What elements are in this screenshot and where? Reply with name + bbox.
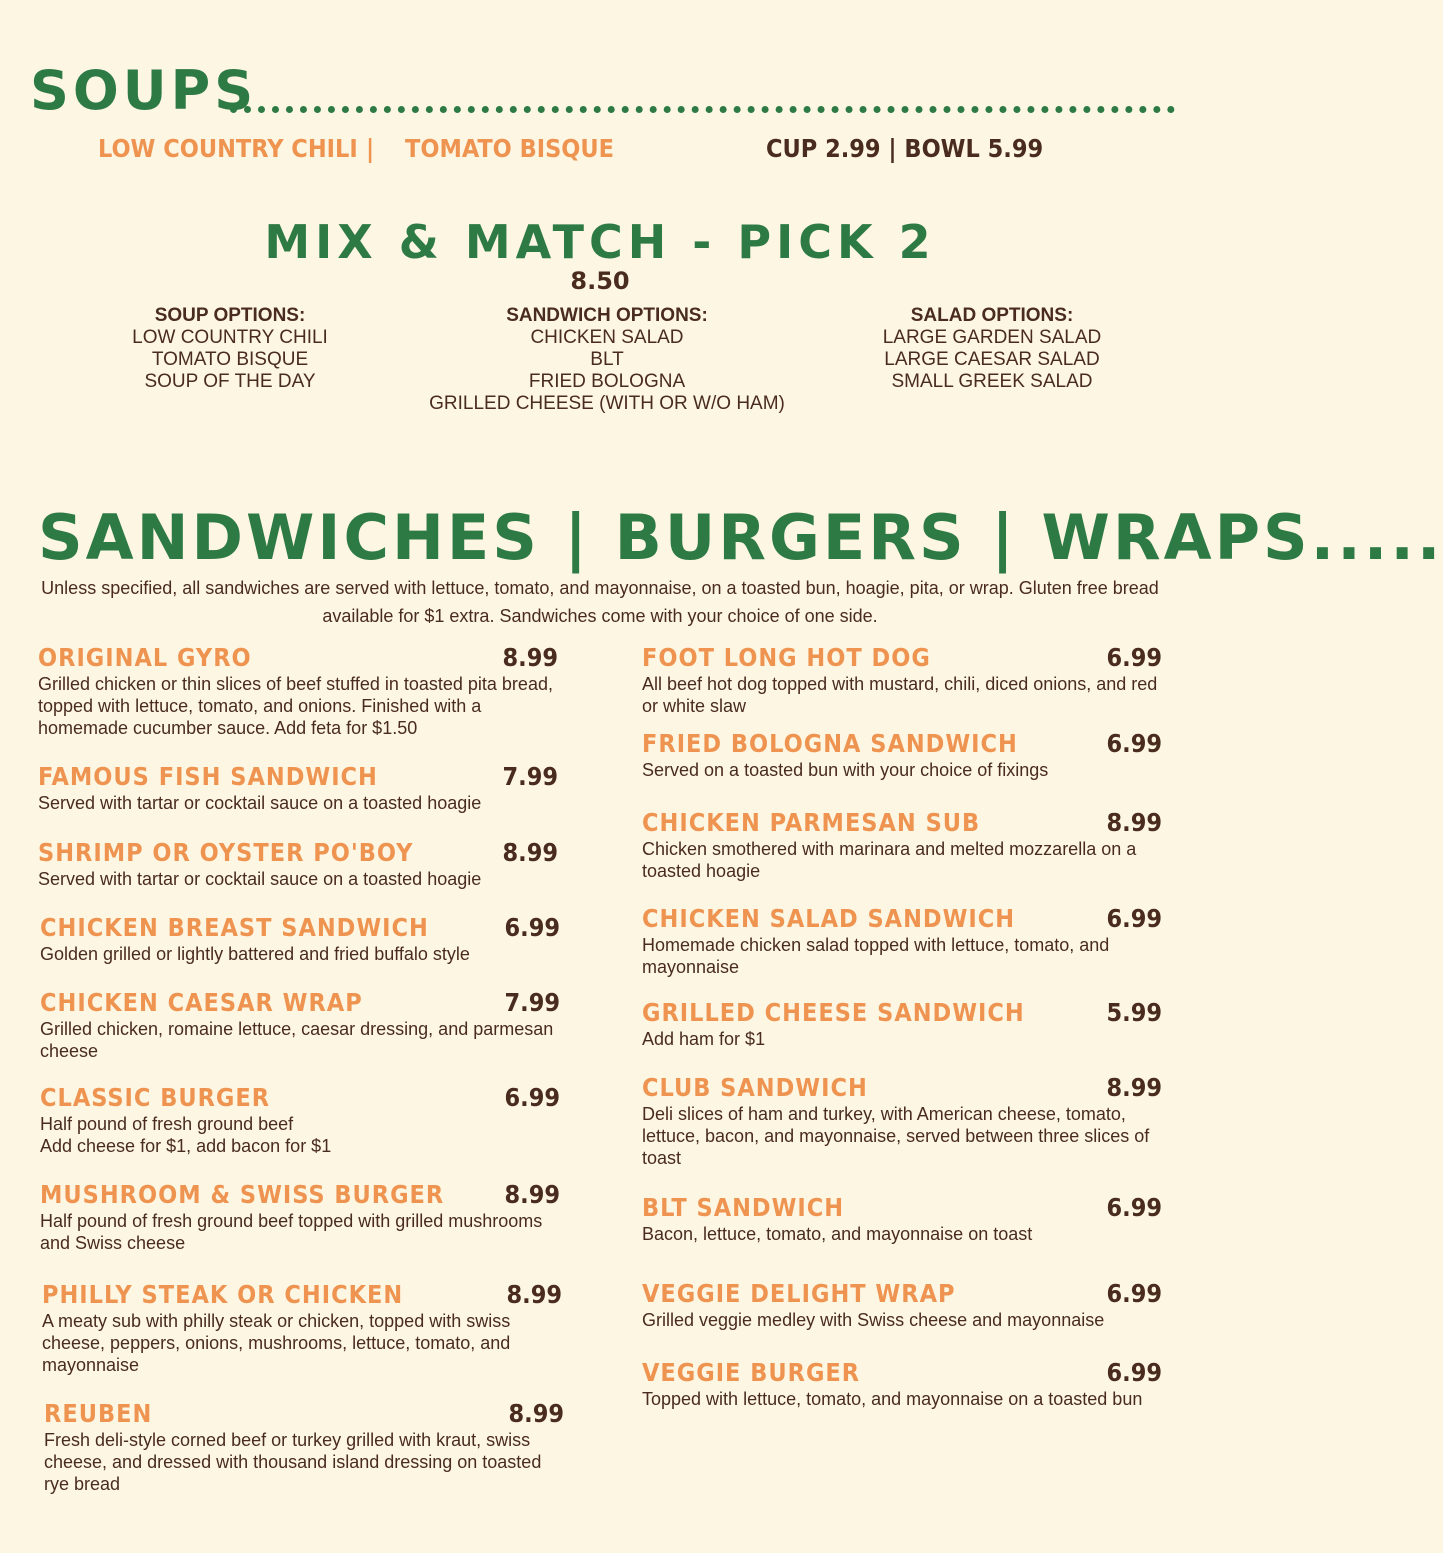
item-name: FAMOUS FISH SANDWICH [38, 762, 378, 791]
item-name: MUSHROOM & SWISS BURGER [40, 1180, 445, 1209]
item-price: 6.99 [1106, 1193, 1162, 1222]
item-price: 8.99 [502, 838, 558, 867]
sandwich-options [407, 305, 807, 415]
item-description: A meaty sub with philly steak or chicken, topped with swiss cheese, peppers, onions, mushrooms, lettuce, tomato, and mayonnaise [42, 1311, 511, 1375]
soup-separator: | [366, 134, 375, 163]
item-price: 7.99 [504, 988, 560, 1017]
item-name: CHICKEN CAESAR WRAP [40, 988, 363, 1017]
item-description: Homemade chicken salad topped with lettuce, tomato, and mayonnaise [642, 935, 1110, 977]
item-price: 7.99 [502, 762, 558, 791]
dotted-leader [230, 106, 1175, 113]
soup-prices: CUP 2.99 | BOWL 5.99 [766, 134, 1044, 163]
item-name: REUBEN [44, 1399, 153, 1428]
item-description: Grilled chicken, romaine lettuce, caesar dressing, and parmesan cheese [40, 1019, 554, 1061]
item-description: Served on a toasted bun with your choice of fixings [642, 760, 1049, 780]
option-item: GRILLED CHEESE (WITH OR W/O HAM) [429, 393, 785, 414]
item-description: Golden grilled or lightly battered and fried buffalo style [40, 944, 470, 964]
soups-header [30, 60, 1175, 122]
item-name: FRIED BOLOGNA SANDWICH [642, 729, 1018, 758]
mix-match-title: MIX & MATCH - PICK 2 [264, 215, 936, 269]
item-name: VEGGIE DELIGHT WRAP [642, 1279, 956, 1308]
item-name: VEGGIE BURGER [642, 1358, 861, 1387]
salad-options [862, 305, 1122, 393]
soup-options-heading: SOUP OPTIONS: [154, 305, 306, 326]
soup-options [100, 305, 360, 393]
item-price: 5.99 [1106, 998, 1162, 1027]
soup-item-tomato-bisque: TOMATO BISQUE [405, 134, 615, 163]
item-name: CHICKEN PARMESAN SUB [642, 808, 981, 837]
item-description: All beef hot dog topped with mustard, chili, diced onions, and red or white slaw [642, 674, 1158, 716]
item-price: 8.99 [502, 643, 558, 672]
option-item: FRIED BOLOGNA [528, 371, 686, 392]
option-item: LARGE CAESAR SALAD [884, 349, 1100, 370]
item-name: SHRIMP OR OYSTER PO'BOY [38, 838, 414, 867]
item-price: 8.99 [508, 1399, 564, 1428]
sandwich-options-heading: SANDWICH OPTIONS: [506, 305, 708, 326]
item-price: 8.99 [1106, 808, 1162, 837]
item-price: 8.99 [1106, 1073, 1162, 1102]
item-price: 8.99 [506, 1280, 562, 1309]
item-name: CHICKEN BREAST SANDWICH [40, 913, 429, 942]
option-item: SMALL GREEK SALAD [891, 371, 1093, 392]
item-description: Grilled chicken or thin slices of beef stuffed in toasted pita bread, topped with lettuce, tomato, and onions. Finished with a homemade cucumber sauce. Add feta for $1.50 [38, 674, 553, 738]
item-description: Deli slices of ham and turkey, with American cheese, tomato, lettuce, bacon, and mayonnaise, served between three slices of toast [642, 1104, 1150, 1168]
soups-title: SOUPS [30, 59, 258, 122]
mix-match-price: 8.50 [570, 267, 630, 295]
salad-options-heading: SALAD OPTIONS: [910, 305, 1074, 326]
option-item: BLT [590, 349, 624, 370]
item-name: CLUB SANDWICH [642, 1073, 868, 1102]
item-description: Bacon, lettuce, tomato, and mayonnaise on toast [642, 1224, 1033, 1244]
item-description: Served with tartar or cocktail sauce on a toasted hoagie [38, 869, 482, 889]
item-name: GRILLED CHEESE SANDWICH [642, 998, 1025, 1027]
item-price: 6.99 [504, 913, 560, 942]
item-price: 6.99 [1106, 643, 1162, 672]
item-name: BLT SANDWICH [642, 1193, 845, 1222]
item-name: CLASSIC BURGER [40, 1083, 271, 1112]
option-item: LOW COUNTRY CHILI [132, 327, 328, 348]
item-price: 6.99 [1106, 729, 1162, 758]
item-price: 6.99 [1106, 1358, 1162, 1387]
sandwiches-title: SANDWICHES | BURGERS | WRAPS..... [38, 501, 1443, 574]
item-description: Served with tartar or cocktail sauce on a toasted hoagie [38, 793, 482, 813]
item-description: Fresh deli-style corned beef or turkey grilled with kraut, swiss cheese, and dressed with thousand island dressing on toasted rye bread [44, 1430, 542, 1494]
item-description: Add ham for $1 [642, 1029, 766, 1049]
option-item: CHICKEN SALAD [530, 327, 684, 348]
option-item: LARGE GARDEN SALAD [882, 327, 1102, 348]
item-name: CHICKEN SALAD SANDWICH [642, 904, 1016, 933]
option-item: TOMATO BISQUE [151, 349, 309, 370]
soup-item-low-country-chili: LOW COUNTRY CHILI [98, 134, 358, 163]
item-name: FOOT LONG HOT DOG [642, 643, 931, 672]
item-description: Chicken smothered with marinara and melted mozzarella on a toasted hoagie [642, 839, 1137, 881]
item-price: 6.99 [1106, 1279, 1162, 1308]
item-price: 8.99 [504, 1180, 560, 1209]
item-description: Half pound of fresh ground beef topped with grilled mushrooms and Swiss cheese [40, 1211, 543, 1253]
item-name: ORIGINAL GYRO [38, 643, 252, 672]
option-item: SOUP OF THE DAY [144, 371, 316, 392]
item-description: Half pound of fresh ground beef Add cheese for $1, add bacon for $1 [40, 1114, 332, 1156]
item-price: 6.99 [504, 1083, 560, 1112]
item-description: Grilled veggie medley with Swiss cheese and mayonnaise [642, 1310, 1105, 1330]
item-name: PHILLY STEAK OR CHICKEN [42, 1280, 404, 1309]
sandwiches-intro: Unless specified, all sandwiches are served with lettuce, tomato, and mayonnaise, on a toasted bun, hoagie, pita, or wrap. Gluten free bread available for $1 extra. Sandwiches come with your choice of one side. [41, 578, 1159, 626]
item-description: Topped with lettuce, tomato, and mayonnaise on a toasted bun [642, 1389, 1143, 1409]
item-price: 6.99 [1106, 904, 1162, 933]
